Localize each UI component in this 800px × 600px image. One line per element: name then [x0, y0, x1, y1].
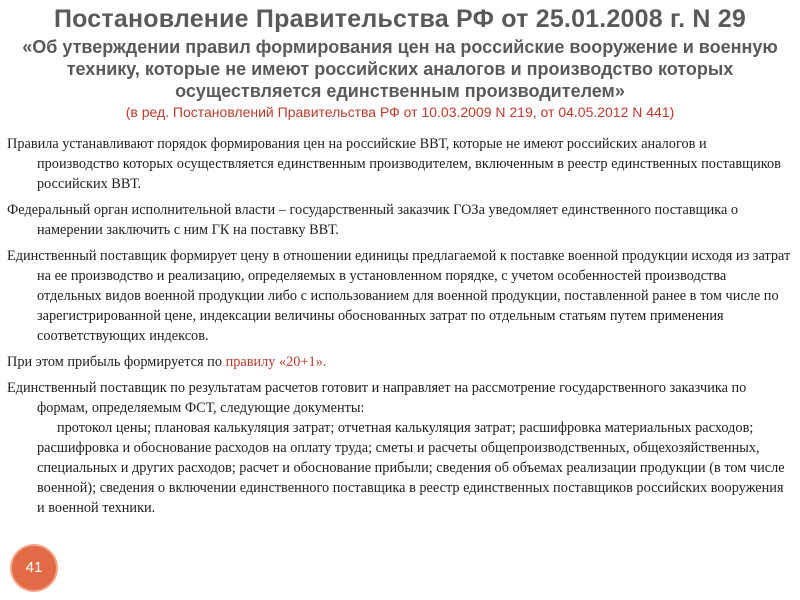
paragraph-pricing: Единственный поставщик формирует цену в отношении единицы предлагаемой к поставке военной продукции исходя из затрат на ее производство и реализацию, определяемых в установленном порядке, с учетом особенностей производства отдельных видов военной продукции либо с использованием для военной продукции, поставленной ранее в том числе по зарегистрированной цене, индексации величины обоснованных затрат по отдельным статьям путем применения соответствующих индексов. [7, 248, 791, 344]
slide-number-badge: 41 [12, 546, 56, 590]
paragraph-rules: Правила устанавливают порядок формирования цен на российские ВВТ, которые не имеют российских аналогов и производство которых осуществляется единственным производителем, включенным в реестр единственных поставщиков российских ВВТ. [7, 136, 781, 192]
slide-header [0, 4, 800, 121]
rule-20-1-link[interactable]: правилу «20+1». [225, 354, 327, 370]
paragraph-documents [7, 378, 791, 518]
slide-title: Постановление Правительства РФ от 25.01.2008 г. N 29 [53, 5, 746, 33]
slide-body [7, 134, 791, 524]
documents-list: протокол цены; плановая калькуляция затрат; отчетная калькуляция затрат; расшифровка материальных расходов; расшифровка и обоснование расходов на оплату труда; сметы и расчеты общепроизводственных, общехозяйственных, специальных и других расходов; расчет и обоснование прибыли; сведения об объемах реализации продукции (в том числе военной); сведения о включении единственного поставщика в реестр единственных поставщиков российских вооружения и военной техники. [37, 420, 785, 516]
edition-note: (в ред. Постановлений Правительства РФ от 10.03.2009 N 219, от 04.05.2012 N 441) [125, 104, 675, 120]
paragraph-profit [7, 352, 791, 372]
profit-text: При этом прибыль формируется по [7, 354, 226, 370]
documents-intro: Единственный поставщик по результатам расчетов готовит и направляет на рассмотрение государственного заказчика по формам, определяемым ФСТ, следующие документы: [7, 380, 747, 416]
slide-subtitle: «Об утверждении правил формирования цен на российские вооружение и военную технику, которые не имеют российских аналогов и производство которых осуществляется единственным производителем» [22, 37, 778, 101]
paragraph-notification: Федеральный орган исполнительной власти – государственный заказчик ГОЗа уведомляет единственного поставщика о намерении заключить с ним ГК на поставку ВВТ. [7, 202, 739, 238]
